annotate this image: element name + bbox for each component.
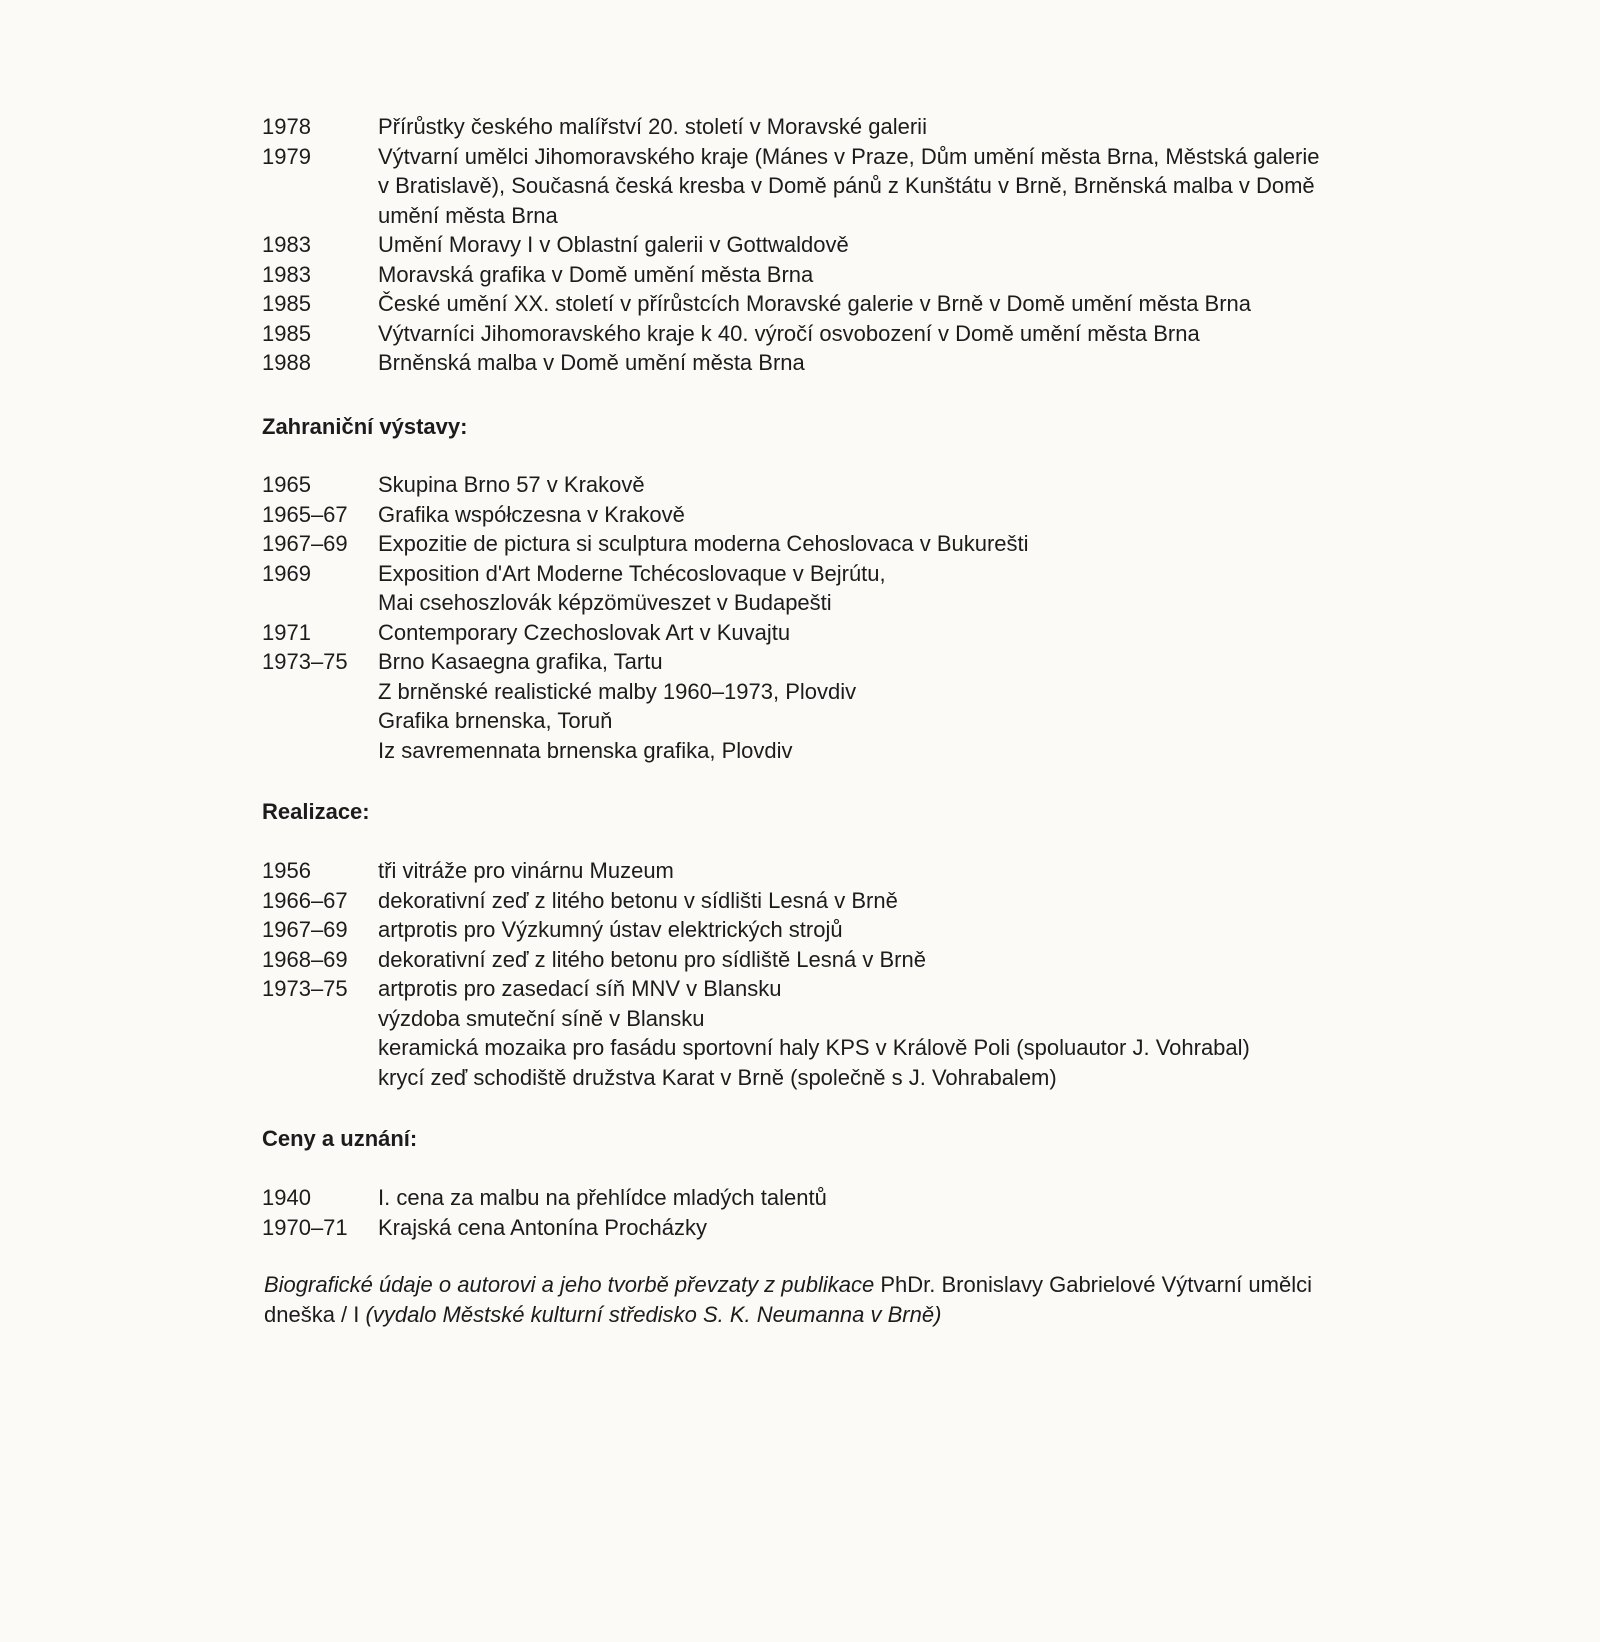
entry-line: tři vitráže pro vinárnu Muzeum: [378, 858, 674, 883]
entry-line: Výtvarníci Jihomoravského kraje k 40. výročí osvobození v Domě umění města Brna: [378, 320, 1200, 346]
entry-line: Grafika brnenska, Toruň: [378, 708, 613, 733]
source-note: [264, 1270, 1384, 1329]
note-line-2: [264, 1300, 1384, 1330]
entry-text: [378, 260, 1382, 290]
entry-line: artprotis pro zasedací síň MNV v Blansku: [378, 976, 782, 1001]
list-item: [262, 856, 1382, 886]
entry-line: Skupina Brno 57 v Krakově: [378, 472, 645, 497]
list-item: [262, 260, 1382, 290]
note-line-1: [264, 1270, 1384, 1300]
entry-text: [378, 529, 1382, 559]
entry-text: [378, 319, 1382, 349]
entry-text: [378, 500, 1382, 530]
entry-year: 1988: [262, 350, 311, 375]
list-item: [262, 945, 1382, 975]
entry-line: Brněnská malba v Domě umění města Brna: [378, 350, 805, 375]
list-item: [262, 142, 1382, 231]
note-regular-2: dneška / I: [264, 1301, 366, 1327]
awards-list: [262, 1183, 1382, 1242]
home-exhibitions-list: [262, 112, 1382, 378]
entry-text: [378, 856, 1382, 886]
entry-year: 1956: [262, 858, 311, 883]
entry-year: 1973–75: [262, 976, 348, 1001]
entry-line: krycí zeď schodiště družstva Karat v Brně (společně s J. Vohrabalem): [378, 1064, 1057, 1090]
list-item: [262, 470, 1382, 500]
entry-year: 1973–75: [262, 649, 348, 674]
entry-text: [378, 348, 1382, 378]
list-item: [262, 319, 1382, 349]
list-item: [262, 348, 1382, 378]
entry-line: České umění XX. století v přírůstcích Moravské galerie v Brně v Domě umění města Brna: [378, 291, 1252, 316]
note-italic-1: Biografické údaje o autorovi a jeho tvorbě převzaty z publikace: [264, 1272, 875, 1297]
entry-year: 1985: [262, 291, 311, 316]
entry-year: 1983: [262, 261, 311, 287]
entry-text: [378, 470, 1382, 500]
entry-line: Expozitie de pictura si sculptura moderna Cehoslovaca v Bukurešti: [378, 531, 1029, 556]
entry-text: [378, 1183, 1382, 1213]
note-regular-1: PhDr. Bronislavy Gabrielové Výtvarní umělci: [874, 1272, 1312, 1297]
list-item: [262, 1213, 1382, 1243]
entry-text: [378, 289, 1382, 319]
entry-year: 1968–69: [262, 946, 348, 972]
entry-year: 1965: [262, 472, 311, 497]
entry-text: [378, 230, 1382, 260]
list-item: [262, 915, 1382, 945]
entry-year: 1966–67: [262, 887, 348, 913]
entry-line: Iz savremennata brnenska grafika, Plovdiv: [378, 737, 793, 763]
entry-text: [378, 974, 1382, 1092]
entry-line: artprotis pro Výzkumný ústav elektrických strojů: [378, 917, 843, 942]
foreign-exhibitions-heading: Zahraniční výstavy:: [262, 414, 468, 439]
entry-line: Přírůstky českého malířství 20. století v Moravské galerii: [378, 114, 927, 139]
entry-year: 1965–67: [262, 501, 348, 527]
list-item: [262, 230, 1382, 260]
entry-line: výzdoba smuteční síně v Blansku: [378, 1005, 705, 1031]
list-item: [262, 529, 1382, 559]
entry-line: dekorativní zeď z litého betonu v sídlišti Lesná v Brně: [378, 887, 898, 913]
entry-line: Moravská grafika v Domě umění města Brna: [378, 261, 814, 287]
foreign-exhibitions-list: [262, 470, 1382, 765]
list-item: [262, 559, 1382, 618]
list-item: [262, 112, 1382, 142]
entry-line: Výtvarní umělci Jihomoravského kraje (Mánes v Praze, Dům umění města Brna, Městská galerie: [378, 143, 1320, 169]
list-item: [262, 647, 1382, 765]
entry-line: Brno Kasaegna grafika, Tartu: [378, 649, 663, 674]
list-item: [262, 618, 1382, 648]
entry-text: [378, 112, 1382, 142]
entry-text: [378, 647, 1382, 765]
entry-line: v Bratislavě), Současná česká kresba v Domě pánů z Kunštátu v Brně, Brněnská malba v Domě: [378, 173, 1315, 198]
entry-year: 1983: [262, 232, 311, 257]
entry-text: [378, 142, 1382, 231]
entry-year: 1985: [262, 320, 311, 346]
entry-text: [378, 1213, 1382, 1243]
list-item: [262, 974, 1382, 1092]
entry-line: dekorativní zeď z litého betonu pro sídliště Lesná v Brně: [378, 946, 926, 972]
entry-text: [378, 945, 1382, 975]
entry-line: Z brněnské realistické malby 1960–1973, Plovdiv: [378, 678, 857, 704]
entry-line: keramická mozaika pro fasádu sportovní haly KPS v Králově Poli (spoluautor J. Vohrabal): [378, 1035, 1250, 1060]
entry-year: 1967–69: [262, 917, 348, 942]
list-item: [262, 289, 1382, 319]
realizations-heading: Realizace:: [262, 799, 370, 824]
entry-line: Krajská cena Antonína Procházky: [378, 1214, 707, 1240]
entry-text: [378, 915, 1382, 945]
entry-year: 1979: [262, 143, 311, 169]
list-item: [262, 886, 1382, 916]
entry-year: 1940: [262, 1185, 311, 1210]
entry-line: Umění Moravy I v Oblastní galerii v Gottwaldově: [378, 232, 849, 257]
entry-year: 1978: [262, 114, 311, 139]
entry-line: Grafika współczesna v Krakově: [378, 501, 685, 527]
entry-year: 1970–71: [262, 1214, 348, 1240]
note-italic-2: (vydalo Městské kulturní středisko S. K. Neumanna v Brně): [365, 1301, 942, 1327]
realizations-list: [262, 856, 1382, 1092]
entry-year: 1967–69: [262, 531, 348, 556]
entry-line: Exposition d'Art Moderne Tchécoslovaque v Bejrútu,: [378, 560, 886, 586]
list-item: [262, 1183, 1382, 1213]
entry-line: Mai csehoszlovák képzömüveszet v Budapešti: [378, 590, 832, 615]
entry-line: I. cena za malbu na přehlídce mladých talentů: [378, 1185, 827, 1210]
list-item: [262, 500, 1382, 530]
entry-line: Contemporary Czechoslovak Art v Kuvajtu: [378, 619, 791, 645]
entry-text: [378, 559, 1382, 618]
entry-year: 1969: [262, 560, 311, 586]
entry-year: 1971: [262, 619, 311, 645]
entry-text: [378, 886, 1382, 916]
entry-text: [378, 618, 1382, 648]
awards-heading: Ceny a uznání:: [262, 1126, 418, 1151]
entry-line: umění města Brna: [378, 202, 558, 228]
